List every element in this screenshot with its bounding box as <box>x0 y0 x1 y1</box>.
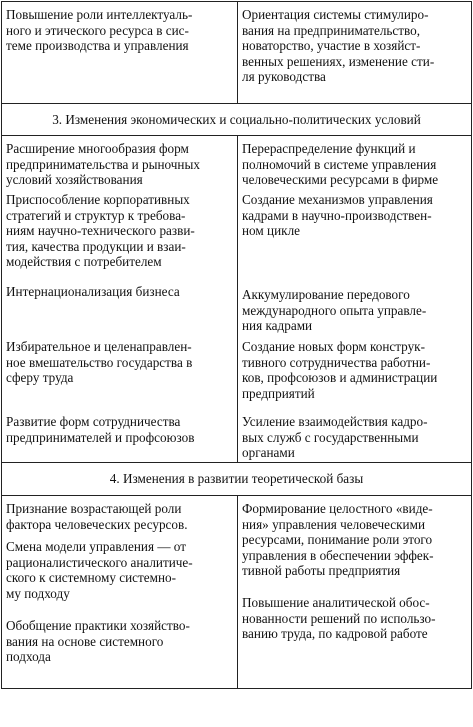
list-item: Приспособление корпоративных стратегий и структур к требова- ниям научно-технического разви- тия, качества продукции и взаи- модействия с потребителем <box>6 192 195 270</box>
list-item: Развитие форм сотрудничества предпринимателей и профсоюзов <box>6 414 195 445</box>
section-heading: 3. Изменения экономических и социально-политических условий <box>2 104 472 136</box>
list-item: Создание механизмов управления кадрами в научно-производствен- ном цикле <box>242 192 433 239</box>
table-cell <box>238 2 472 104</box>
table-cell <box>238 496 472 689</box>
list-item: Обобщение практики хозяйство- вания на основе системного подхода <box>6 618 190 665</box>
table-row <box>2 496 472 689</box>
table-row <box>2 136 472 463</box>
table-cell <box>2 136 238 463</box>
table-row <box>2 2 472 104</box>
list-item: Перераспределение функций и полномочий в системе управления человеческими ресурсами в фирме <box>242 141 439 188</box>
list-item: Избирательное и целенаправлен- ное вмешательство государства в сферу труда <box>6 339 193 386</box>
list-item: Повышение аналитической обос- нованности решений по использо- ванию труда, по кадровой работе <box>242 595 436 642</box>
content-table <box>1 1 472 689</box>
list-item: Создание новых форм конструк- тивного сотрудничества работни- ков, профсоюзов и администрации предприятий <box>242 339 438 401</box>
table-cell <box>238 136 472 463</box>
list-item: Аккумулирование передового международного опыта управле- ния кадрами <box>242 287 427 334</box>
table-cell <box>2 496 238 689</box>
list-item: Смена модели управления — от рационалистического аналитиче- ского к системному системно- му подходу <box>6 539 193 601</box>
list-item: Усиление взаимодействия кадро- вых служб с государственными органами <box>242 414 428 461</box>
table-cell <box>2 2 238 104</box>
list-item: Формирование целостного «виде- ния» управления человеческими ресурсами, понимание роли этого управления в обеспечении эффек- тивной работы предприятия <box>242 501 434 579</box>
section-heading-row <box>2 104 472 136</box>
cell-text: Ориентация системы стимулиро- вания на предпринимательство, новаторство, участие в хозяйст- венных решениях, изменение сти- ля руководства <box>242 7 435 85</box>
list-item: Признание возрастающей роли фактора человеческих ресурсов. <box>6 501 188 532</box>
list-item: Интернационализация бизнеса <box>6 284 180 299</box>
cell-text: Повышение роли интеллектуаль- ного и этического ресурса в сис- теме производства и управления <box>6 7 193 54</box>
list-item: Расширение многообразия форм предпринимательства и рыночных условий хозяйствования <box>6 141 200 188</box>
section-heading-row <box>2 463 472 496</box>
section-heading: 4. Изменения в развитии теоретической базы <box>2 463 472 496</box>
